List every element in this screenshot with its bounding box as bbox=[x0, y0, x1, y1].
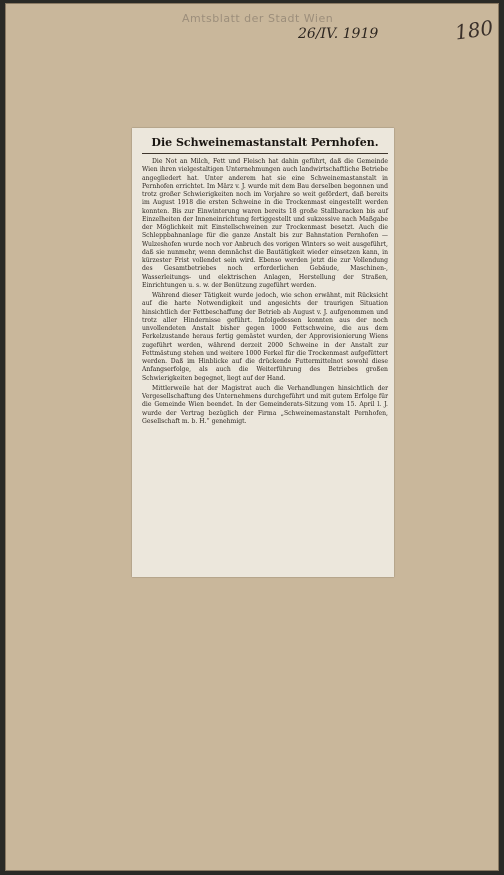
article-paragraph: Die Not an Milch, Fett und Fleisch hat dahin geführt, daß die Gemeinde Wien ihren vielgestaltigen Unternehmungen auch landwirtschaftliche Betriebe angegliedert hat. Unter anderem hat sie eine Schweinemastanstalt in Pernhofen errichtet. Im März v. J. wurde mit dem Bau derselben begonnen und trotz großer Schwierigkeiten noch im Vorjahre so weit gefördert, daß bereits im August 1918 die ersten Schweine in die Trockenmast eingestellt werden konnten. Bis zur Einwinterung waren bereits 18 große Stallbaracken bis auf Einzelheiten der Inneneinrichtung fertiggestellt und sukzessive nach Maßgabe der Möglichkeit mit Einstellschweinen zur Trockenmast besetzt. Auch die Schleppbahnanlage für die ganze Anstalt bis zur Bahnstation Pernhofen — Wulzeshofen wurde noch vor Anbruch des vorigen Winters so weit ausgeführt, daß sie nunmehr, wenn demnächst die Bautätigkeit wieder einsetzen kann, in kürzester Frist vollendet sein wird. Ebenso werden jetzt die zur Vollendung des Gesamtbetriebes noch erforderlichen Gebäude, Maschinen-, Wasserleitungs- und elektrischen Anlagen, Herstellung der Straßen, Einrichtungen u. s. w. der Benützung zugeführt werden. bbox=[142, 158, 388, 289]
archive-stamp: Amtsblatt der Stadt Wien bbox=[182, 12, 334, 25]
archive-sheet bbox=[5, 3, 499, 871]
handwritten-page-number: 180 bbox=[453, 15, 495, 45]
title-divider bbox=[142, 153, 388, 154]
handwritten-date: 26/IV. 1919 bbox=[298, 26, 379, 42]
article-paragraph: Mittlerweile hat der Magistrat auch die Verhandlungen hinsichtlich der Vergesellschaftung des Unternehmens durchgeführt und mit gutem Erfolge für die Gemeinde Wien beendet. In der Gemeinderats-Sitzung vom 15. April l. J. wurde der Vertrag bezüglich der Firma „Schweinemastanstalt Pernhofen, Gesellschaft m. b. H.“ genehmigt. bbox=[142, 384, 388, 425]
article-paragraph: Während dieser Tätigkeit wurde jedoch, wie schon erwähnt, mit Rücksicht auf die harte Notwendigkeit und angesichts der traurigen Situation hinsichtlich der Fettbeschaffung der Betrieb ab August v. J. aufgenommen und trotz aller Hindernisse geführt. Infolgedessen konnten aus der noch unvollendeten Anstalt bisher gegen 1000 Fettschweine, die aus dem Ferkelzustande heraus fertig gemästet wurden, der Approvisionierung Wiens zugeführt werden, während derzeit 2000 Schweine in der Anstalt zur Fettmästung stehen und weitere 1000 Ferkel für die Trockenmast aufgefüttert werden. Daß im Hinblicke auf die drückende Futtermittelnot sowohl diese Anfangserfolge, als auch die Weiterführung des Betriebes großen Schwierigkeiten begegnet, liegt auf der Hand. bbox=[142, 292, 388, 382]
article-title: Die Schweinemastanstalt Pernhofen. bbox=[151, 136, 379, 149]
newspaper-clipping bbox=[132, 128, 394, 577]
